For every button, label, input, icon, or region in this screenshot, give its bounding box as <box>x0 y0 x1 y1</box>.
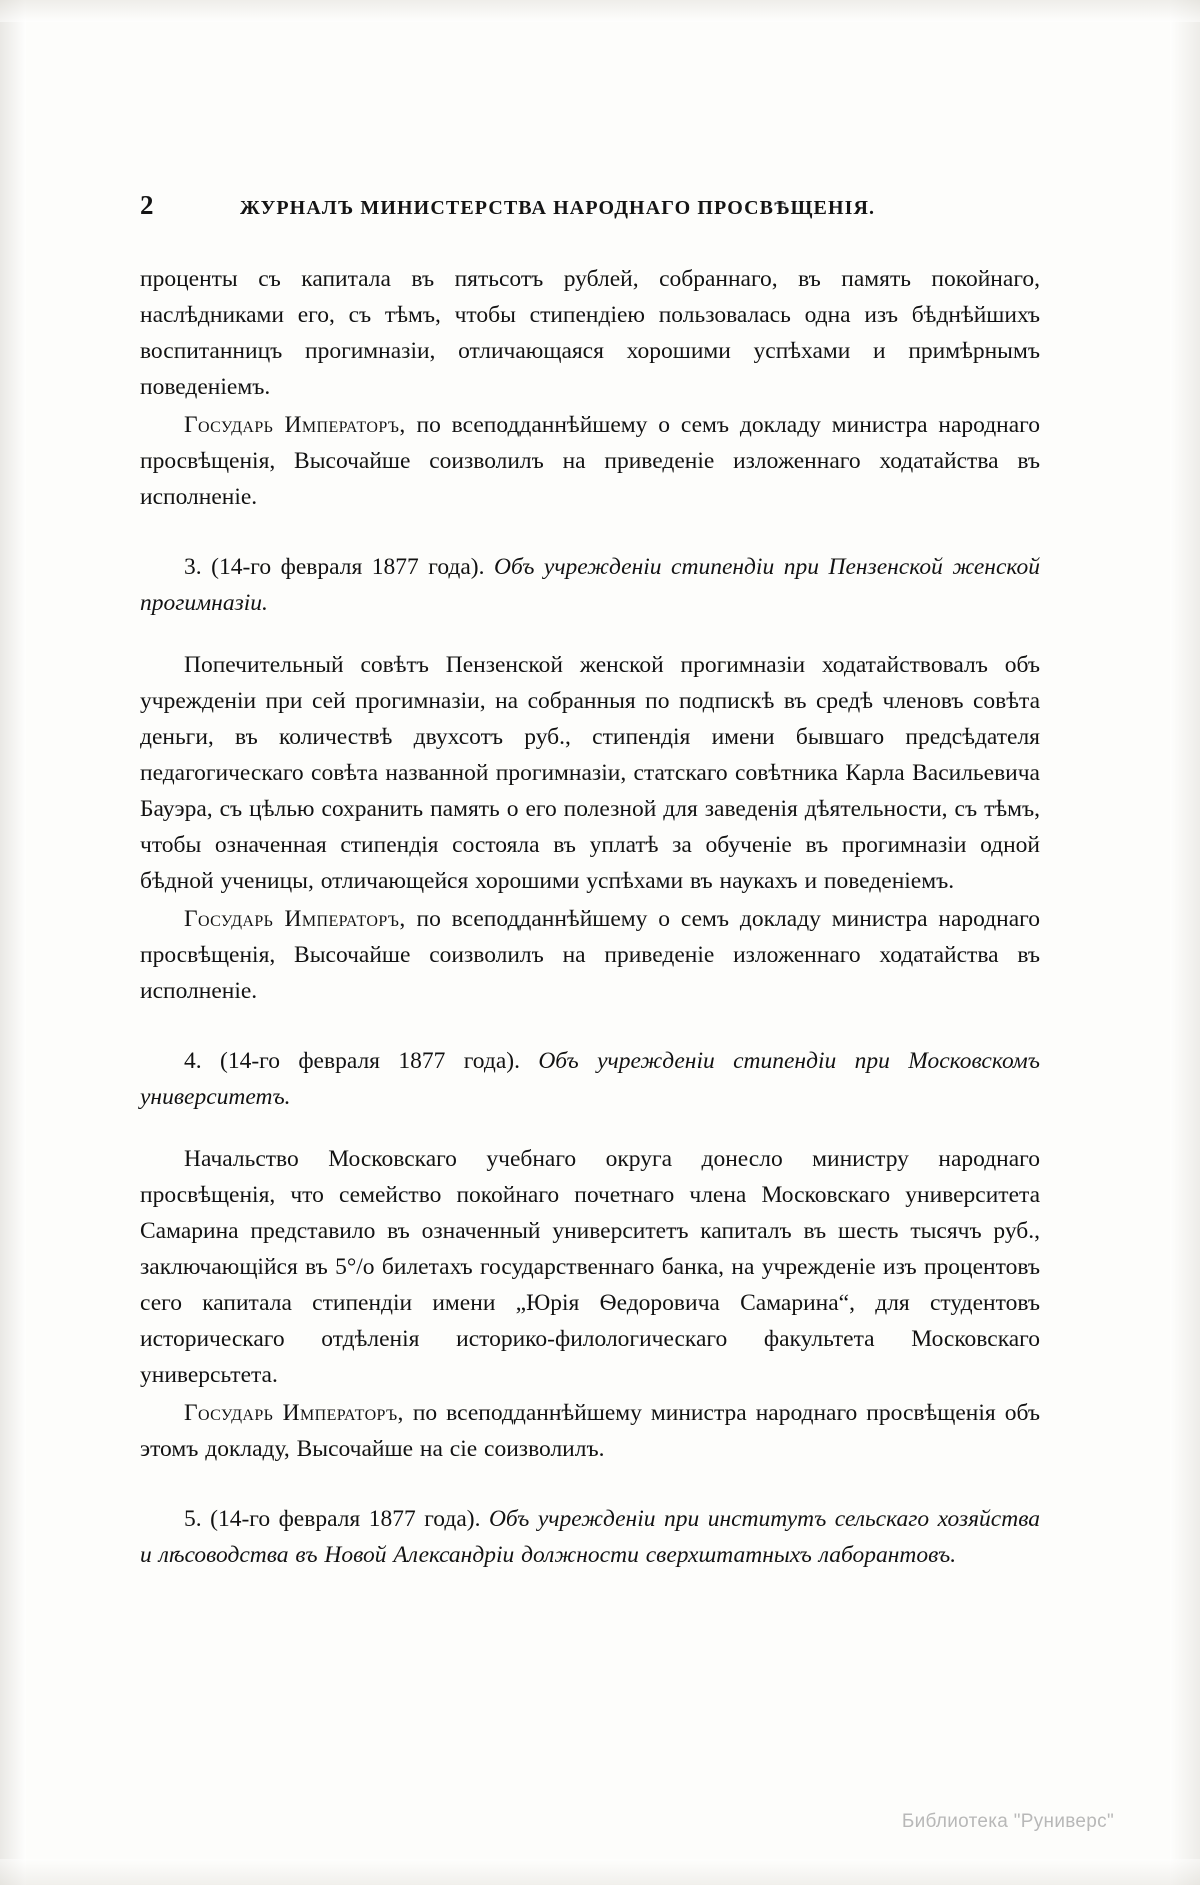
paragraph-imperial-approval-1-text: по всеподданнѣйшему о семъ докладу министра народнаго просвѣщенія, Высочайше соизволилъ на приведеніе изложеннаго ходатайства въ исполненіе. <box>140 412 1040 510</box>
item-4-number: 4. (14-го февраля 1877 года). <box>184 1048 520 1074</box>
item-3-heading <box>140 549 1040 621</box>
emperor-mention-3: Государь Императоръ, <box>184 1400 404 1426</box>
page-header <box>140 190 1040 221</box>
item-3-title: Объ учрежденіи стипендіи при Пензенской женской прогимназіи. <box>140 554 1040 616</box>
paragraph-imperial-approval-1 <box>140 407 1040 515</box>
item-5-heading <box>140 1501 1040 1573</box>
paragraph-imperial-approval-3 <box>140 1395 1040 1467</box>
scan-edge-bottom <box>0 1859 1200 1885</box>
scan-edge-top <box>0 0 1200 22</box>
emperor-mention-1: Государь Императоръ, <box>184 412 406 438</box>
running-title: ЖУРНАЛЪ МИНИСТЕРСТВА НАРОДНАГО ПРОСВѢЩЕНІЯ. <box>240 197 876 219</box>
page-number: 2 <box>140 190 154 220</box>
item-4-heading <box>140 1043 1040 1115</box>
item-4-body: Начальство Московскаго учебнаго округа донесло министру народнаго просвѣщенія, что семейство покойнаго почетнаго члена Московскаго университета Самарина представило въ означенный университетъ капиталъ въ шесть тысячъ руб., заключающійся въ 5°/о билетахъ государственнаго банка, на учрежденіе изъ процентовъ сего капитала стипендіи имени „Юрія Ѳедоровича Самарина“, для студентовъ историческаго отдѣленія историко-филологическаго факультета Московскаго универсьтета. <box>140 1146 1040 1388</box>
page-content <box>140 190 1040 1575</box>
paragraph-imperial-approval-3-text: по всеподданнѣйшему министра народнаго просвѣщенія объ этомъ докладу, Высочайше на сіе соизволилъ. <box>140 1400 1040 1462</box>
paragraph-imperial-approval-2 <box>140 901 1040 1009</box>
scan-edge-left <box>0 0 26 1885</box>
library-watermark: Библиотека "Руниверс" <box>901 1811 1114 1832</box>
item-4-title: Объ учрежденіи стипендіи при Московскомъ университетъ. <box>140 1048 1040 1110</box>
emperor-mention-2: Государь Императоръ, <box>184 906 406 932</box>
item-5-title: Объ учрежденіи при институтъ сельскаго хозяйства и лѣсоводства въ Новой Александріи должности сверхштатныхъ лаборантовъ. <box>140 1506 1040 1568</box>
item-3-number: 3. (14-го февраля 1877 года). <box>184 554 485 580</box>
item-5-number: 5. (14-го февраля 1877 года). <box>184 1506 481 1532</box>
paragraph-imperial-approval-2-text: по всеподданнѣйшему о семъ докладу министра народнаго просвѣщенія, Высочайше соизволилъ на приведеніе изложеннаго ходатайства въ исполненіе. <box>140 906 1040 1004</box>
scan-edge-right <box>1170 0 1200 1885</box>
paragraph-continued: проценты съ капитала въ пятьсотъ рублей, собраннаго, въ память покойнаго, наслѣдниками его, съ тѣмъ, чтобы стипендіею пользовалась одна изъ бѣднѣйшихъ воспитанницъ прогимназіи, отличающаяся хорошими успѣхами и примѣрнымъ поведеніемъ. <box>140 266 1040 400</box>
item-3-body: Попечительный совѣтъ Пензенской женской прогимназіи ходатайствовалъ объ учрежденіи при сей прогимназіи, на собранныя по подпискѣ въ средѣ членовъ совѣта деньги, въ количествѣ двухсотъ руб., стипендія имени бывшаго предсѣдателя педагогическаго совѣта названной прогимназіи, статскаго совѣтника Карла Васильевича Бауэра, съ цѣлью сохранить память о его полезной для заведенія дѣятельности, съ тѣмъ, чтобы означенная стипендія состояла въ уплатѣ за обученіе въ прогимназіи одной бѣдной ученицы, отличающейся хорошими успѣхами въ наукахъ и поведеніемъ. <box>140 652 1040 894</box>
